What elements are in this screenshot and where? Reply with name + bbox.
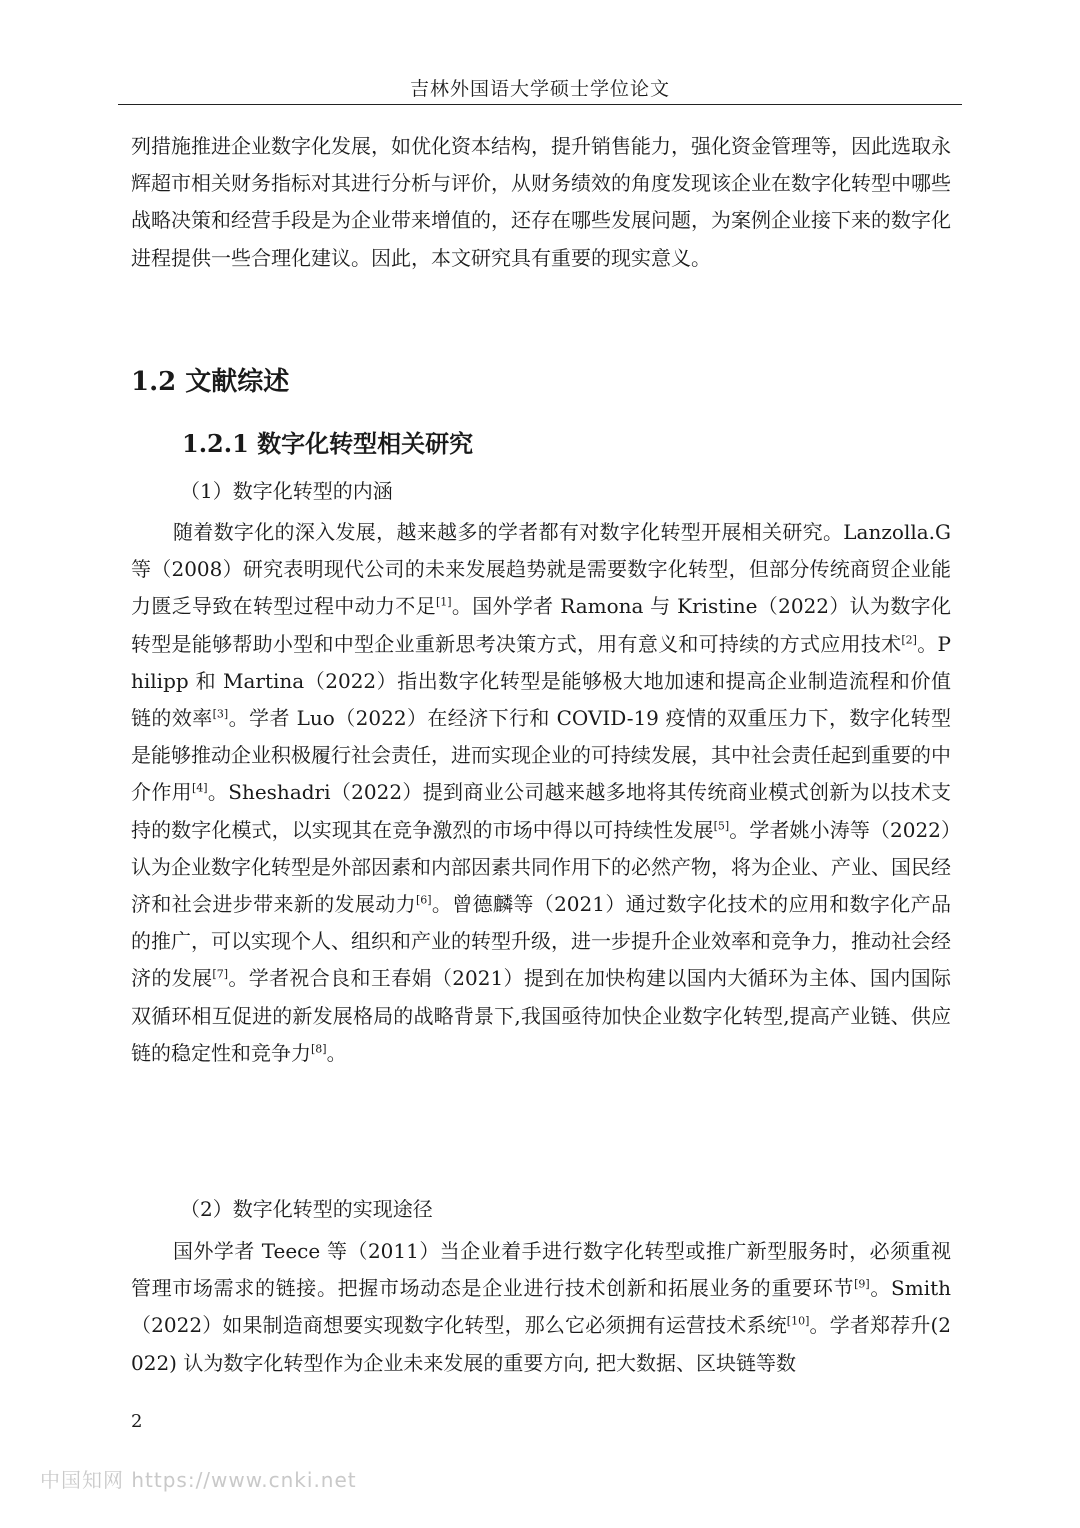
text-run: 。Smith（2022）如果制造商想要实现数字化转型，那么它必须拥有运营技术系统 — [131, 1276, 952, 1338]
cnki-watermark: 中国知网 https://www.cnki.net — [40, 1468, 357, 1492]
page-number: 2 — [131, 1411, 143, 1432]
citation-ref: [8] — [311, 1042, 327, 1056]
part1-paragraph — [131, 514, 951, 1072]
citation-ref: [10] — [786, 1314, 810, 1328]
citation-ref: [3] — [212, 707, 229, 721]
intro-paragraph: 列措施推进企业数字化发展，如优化资本结构，提升销售能力，强化资金管理等，因此选取永辉超市相关财务指标对其进行分析与评价，从财务绩效的角度发现该企业在数字化转型中哪些战略决策和经营手段是为企业带来增值的，还存在哪些发展问题，为案例企业接下来的数字化进程提供一些合理化建议。因此，本文研究具有重要的现实意义。 — [131, 134, 951, 270]
part2-heading: （2）数字化转型的实现途径 — [180, 1197, 433, 1221]
text-run: 随着数字化的深入发展，越来越多的学者都有对数字化转型开展相关研究。Lanzolla.G 等（2008）研究表明现代公司的未来发展趋势就是需要数字化转型，但部分传统商贸企业能力匮乏导致在转型过程中动力不足 — [131, 520, 951, 619]
header-rule — [118, 104, 962, 105]
text-run: 。Philipp 和 Martina（2022）指出数字化转型是能够极大地加速和提高企业制造流程和价值链的效率 — [131, 631, 951, 731]
citation-ref: [7] — [212, 967, 229, 981]
part1-heading: （1）数字化转型的内涵 — [180, 479, 393, 503]
part2-paragraph — [131, 1233, 951, 1382]
running-header: 吉林外国语大学硕士学位论文 — [409, 78, 670, 100]
text-run: 。曾德麟等（2021）通过数字化技术的应用和数字化产品的推广，可以实现个人、组织和产业的转型升级，进一步提升企业效率和竞争力，推动社会经济的发展 — [131, 892, 952, 991]
citation-ref: [6] — [415, 893, 432, 907]
text-run: 。学者祝合良和王春娟（2021）提到在加快构建以国内大循环为主体、国内国际双循环相互促进的新发展格局的战略背景下,我国亟待加快企业数字化转型,提高产业链、供应链的稳定性和竞争力 — [131, 966, 951, 1065]
text-run: 国外学者 Teece 等（2011）当企业着手进行数字化转型或推广新型服务时，必须重视管理市场需求的链接。把握市场动态是企业进行技术创新和拓展业务的重要环节 — [131, 1239, 951, 1301]
citation-ref: [9] — [854, 1277, 870, 1291]
citation-ref: [1] — [435, 595, 452, 609]
citation-ref: [4] — [192, 781, 208, 795]
text-run: 。国外学者 Ramona 与 Kristine（2022）认为数字化转型是能够帮助小型和中型企业重新思考决策方式，用有意义和可持续的方式应用技术 — [131, 594, 951, 656]
text-run: 。Sheshadri（2022）提到商业公司越来越多地将其传统商业模式创新为以技术支持的数字化模式，以实现其在竞争激烈的市场中得以可持续性发展 — [131, 780, 951, 842]
citation-ref: [2] — [901, 632, 917, 646]
text-run: 。 — [326, 1040, 347, 1065]
section-heading: 1.2 文献综述 — [131, 367, 290, 397]
citation-ref: [5] — [713, 818, 730, 832]
text-run: 。学者郑荐升(2022) 认为数字化转型作为企业未来发展的重要方向, 把大数据、区块链等数 — [131, 1313, 952, 1375]
text-run: 。学者 Luo（2022）在经济下行和 COVID-19 疫情的双重压力下，数字化转型是能够推动企业积极履行社会责任，进而实现企业的可持续发展，其中社会责任起到重要的中介作用 — [131, 706, 951, 805]
text-run: 。学者姚小涛等（2022）认为企业数字化转型是外部因素和内部因素共同作用下的必然产物，将为企业、产业、国民经济和社会进步带来新的发展动力 — [131, 817, 951, 917]
subsection-heading: 1.2.1 数字化转型相关研究 — [182, 429, 474, 458]
